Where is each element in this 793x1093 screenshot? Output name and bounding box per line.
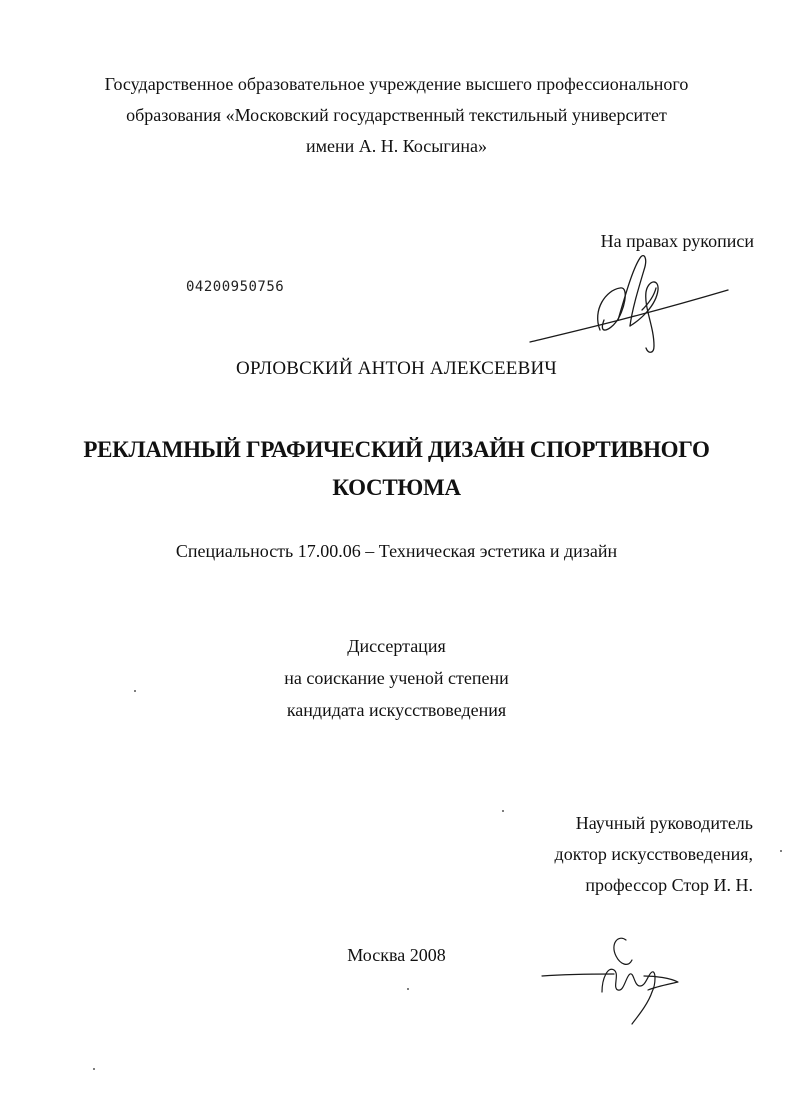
dissertation-line-3: кандидата искусствоведения [286, 700, 507, 720]
scan-speck [407, 988, 409, 990]
scan-speck [780, 850, 782, 852]
stamp-number: 04200950756 [186, 279, 285, 295]
supervisor-line-3: профессор Стор И. Н. [585, 875, 753, 895]
scan-speck [134, 690, 136, 692]
supervisor-signature [540, 930, 700, 1030]
specialty: Специальность 17.00.06 – Техническая эстетика и дизайн [175, 541, 618, 561]
manuscript-note: На правах рукописи [600, 231, 754, 251]
author-name: ОРЛОВСКИЙ АНТОН АЛЕКСЕЕВИЧ [236, 358, 557, 379]
institution-line-3: имени А. Н. Косыгина» [305, 136, 488, 156]
scan-speck [93, 1068, 95, 1070]
supervisor-line-1: Научный руководитель [575, 813, 753, 833]
scan-speck [502, 810, 504, 812]
title-line-1: РЕКЛАМНЫЙ ГРАФИЧЕСКИЙ ДИЗАЙН СПОРТИВНОГО [83, 437, 710, 462]
title-line-2: КОСТЮМА [332, 475, 461, 500]
dissertation-line-2: на соискание ученой степени [284, 668, 509, 688]
institution-line-1: Государственное образовательное учреждение высшего профессионального [104, 74, 689, 94]
institution-line-2: образования «Московский государственный текстильный университет [126, 105, 667, 125]
author-signature [520, 250, 740, 360]
dissertation-line-1: Диссертация [347, 636, 446, 656]
city-year: Москва 2008 [347, 945, 446, 965]
supervisor-line-2: доктор искусствоведения, [554, 844, 753, 864]
